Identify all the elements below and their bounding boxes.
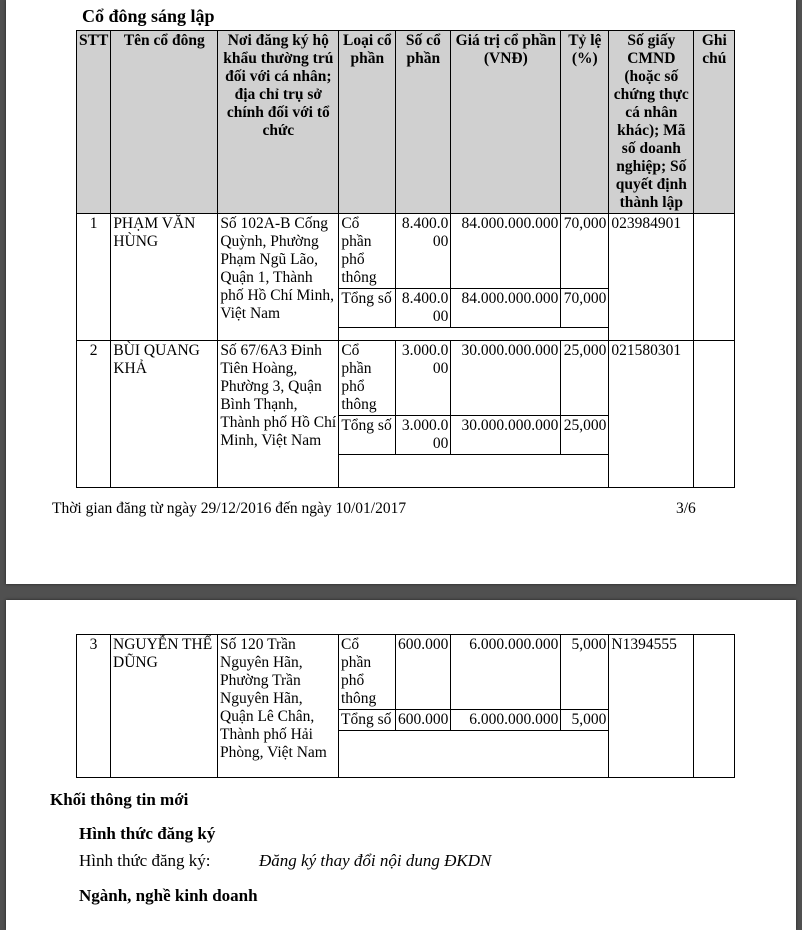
row-id-number: 021580301 <box>609 341 694 488</box>
row-id-number: N1394555 <box>609 635 694 778</box>
row-share-value: 84.000.000.000 <box>451 214 561 289</box>
row-share-type: Cổ phần phổ thông <box>339 341 396 416</box>
header-address: Nơi đăng ký hộ khẩu thường trú đối với cá nhân; địa chỉ trụ sở chính đối với tổ chức <box>218 31 339 214</box>
row-total-shares: 3.000.000 <box>396 416 451 455</box>
registration-form-label: Hình thức đăng ký: <box>79 851 211 870</box>
row-total-ratio: 70,000 <box>561 289 609 328</box>
footer-page-number: 3/6 <box>676 500 696 517</box>
row-spacer <box>339 455 609 488</box>
document-page-1 <box>6 0 796 584</box>
row-note <box>694 214 735 341</box>
row-address: Số 67/6A3 Đinh Tiên Hoàng, Phường 3, Quận Bình Thạnh, Thành phố Hồ Chí Minh, Việt Nam <box>218 341 339 488</box>
row-share-count: 8.400.000 <box>396 214 451 289</box>
row-stt: 1 <box>77 214 111 341</box>
header-share-value: Giá trị cổ phần (VNĐ) <box>451 31 561 214</box>
header-share-count: Số cổ phần <box>396 31 451 214</box>
table-row <box>77 635 735 710</box>
row-name: PHẠM VĂN HÙNG <box>111 214 218 341</box>
footer-period: Thời gian đăng từ ngày 29/12/2016 đến ngày 10/01/2017 <box>52 500 407 517</box>
header-note: Ghi chú <box>694 31 735 214</box>
row-total-value: 84.000.000.000 <box>451 289 561 328</box>
row-total-ratio: 25,000 <box>561 416 609 455</box>
business-lines-heading: Ngành, nghề kinh doanh <box>79 886 258 905</box>
row-share-value: 30.000.000.000 <box>451 341 561 416</box>
row-total-shares: 600.000 <box>396 710 451 731</box>
row-share-value: 6.000.000.000 <box>451 635 561 710</box>
header-id-number: Số giấy CMND (hoặc số chứng thực cá nhân khác); Mã số doanh nghiệp; Số quyết định thành lập <box>609 31 694 214</box>
row-name: BÙI QUANG KHẢ <box>111 341 218 488</box>
row-total-ratio: 5,000 <box>561 710 609 731</box>
shareholder-table <box>76 30 735 488</box>
row-share-count: 3.000.000 <box>396 341 451 416</box>
document-page-2 <box>6 600 796 930</box>
row-note <box>694 341 735 488</box>
registration-form-line <box>79 851 492 871</box>
table-row <box>77 341 735 416</box>
row-total-label: Tổng số <box>339 289 396 328</box>
row-ratio: 5,000 <box>561 635 609 710</box>
row-share-count: 600.000 <box>396 635 451 710</box>
row-spacer <box>339 328 609 341</box>
row-stt: 2 <box>77 341 111 488</box>
row-name: NGUYỄN THẾ DŨNG <box>111 635 218 778</box>
registration-form-value: Đăng ký thay đổi nội dung ĐKDN <box>259 851 492 870</box>
header-stt: STT <box>77 31 111 214</box>
row-total-label: Tổng số <box>339 416 396 455</box>
row-share-type: Cổ phần phổ thông <box>339 635 396 710</box>
row-address: Số 120 Trần Nguyên Hãn, Phường Trần Nguyên Hãn, Quận Lê Chân, Thành phố Hải Phòng, Việt Nam <box>218 635 339 778</box>
section-new-info-title: Khối thông tin mới <box>50 790 189 809</box>
row-total-value: 6.000.000.000 <box>451 710 561 731</box>
section-title: Cổ đông sáng lập <box>82 6 215 26</box>
shareholder-table-continued <box>76 634 735 778</box>
row-total-shares: 8.400.000 <box>396 289 451 328</box>
registration-form-heading: Hình thức đăng ký <box>79 824 216 843</box>
row-spacer <box>339 731 609 778</box>
row-stt: 3 <box>77 635 111 778</box>
row-total-value: 30.000.000.000 <box>451 416 561 455</box>
row-address: Số 102A-B Cống Quỳnh, Phường Phạm Ngũ Lão, Quận 1, Thành phố Hồ Chí Minh, Việt Nam <box>218 214 339 341</box>
table-row <box>77 214 735 289</box>
row-share-type: Cổ phần phổ thông <box>339 214 396 289</box>
row-total-label: Tổng số <box>339 710 396 731</box>
header-share-type: Loại cổ phần <box>339 31 396 214</box>
row-ratio: 25,000 <box>561 341 609 416</box>
row-id-number: 023984901 <box>609 214 694 341</box>
row-ratio: 70,000 <box>561 214 609 289</box>
header-name: Tên cổ đông <box>111 31 218 214</box>
row-note <box>694 635 735 778</box>
table-header-row <box>77 31 735 214</box>
header-ratio: Tỷ lệ (%) <box>561 31 609 214</box>
